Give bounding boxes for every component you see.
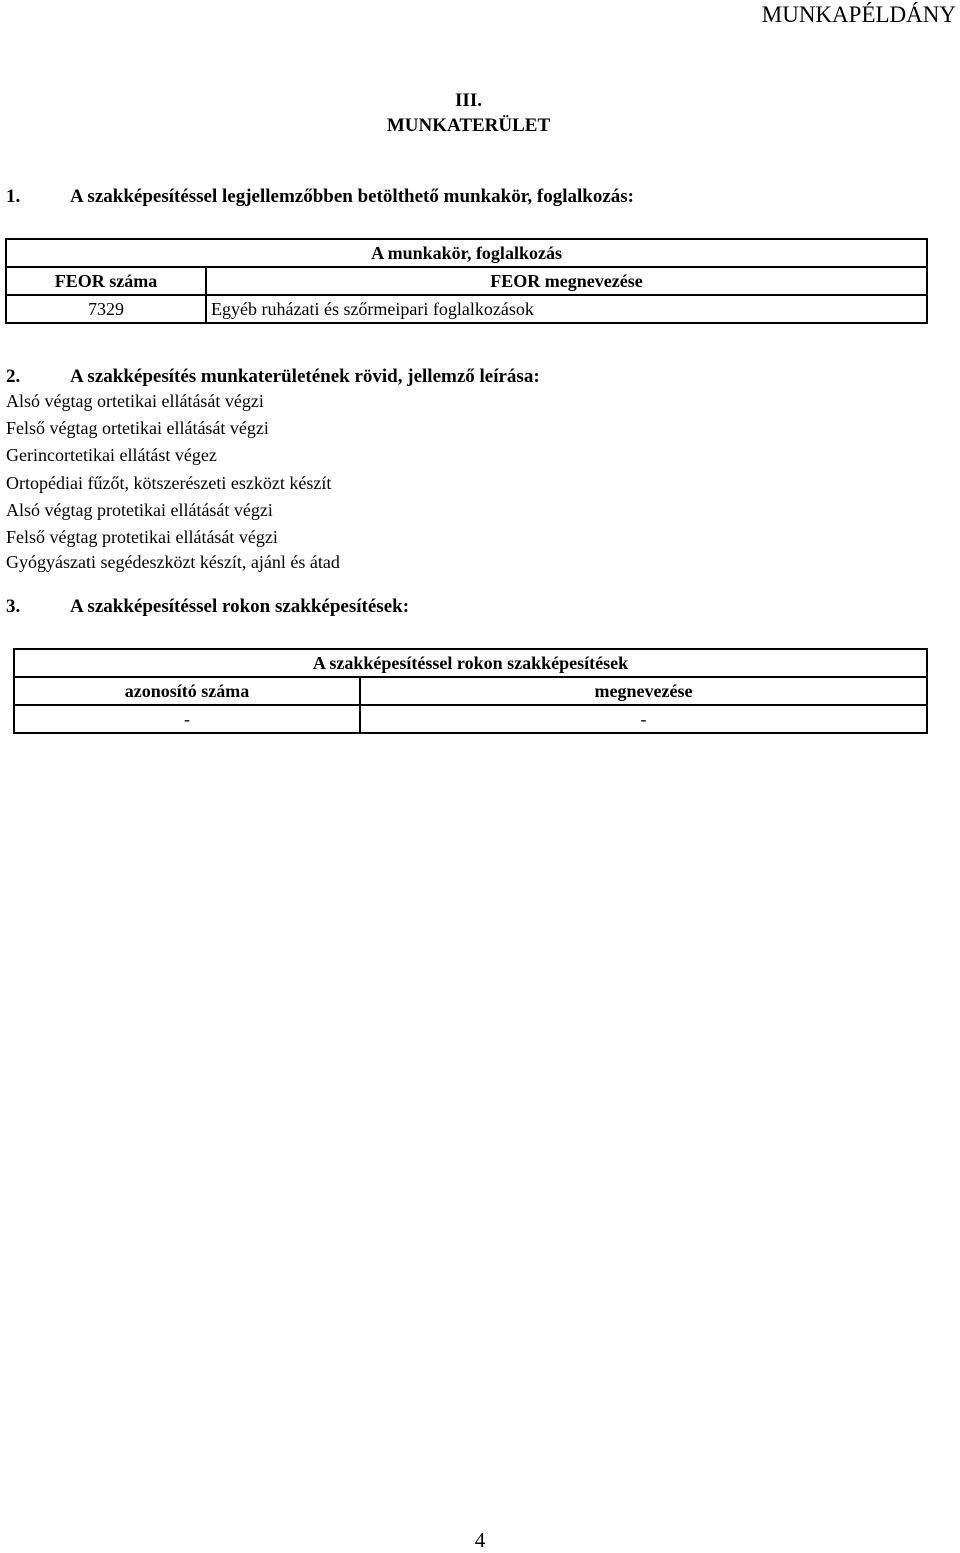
- section-1-heading: [6, 186, 634, 208]
- identifier-cell: -: [14, 705, 360, 733]
- chapter-number: III.: [455, 90, 482, 111]
- list-item: Ortopédiai fűzőt, kötszerészeti eszközt készít: [6, 473, 332, 493]
- list-item: Felső végtag protetikai ellátását végzi: [6, 527, 278, 547]
- related-qualifications-caption: A szakképesítéssel rokon szakképesítések: [14, 649, 927, 677]
- table-row: [14, 705, 927, 733]
- section-1-number: 1.: [6, 186, 21, 207]
- section-3-title: A szakképesítéssel rokon szakképesítések:: [70, 596, 410, 617]
- section-3-heading: [6, 596, 409, 618]
- list-item: Alsó végtag ortetikai ellátását végzi: [6, 391, 264, 411]
- list-item: Felső végtag ortetikai ellátását végzi: [6, 418, 269, 438]
- table-caption-row: [14, 649, 927, 677]
- column-header-feor-name: FEOR megnevezése: [206, 267, 927, 295]
- table-header-row: [14, 677, 927, 705]
- occupation-table: [5, 238, 928, 324]
- section-2-number: 2.: [6, 366, 21, 387]
- section-1-title: A szakképesítéssel legjellemzőbben betölthető munkakör, foglalkozás:: [70, 186, 635, 207]
- table-caption-row: [6, 239, 927, 267]
- feor-name-cell: Egyéb ruházati és szőrmeipari foglalkozások: [206, 295, 927, 323]
- list-item: Alsó végtag protetikai ellátását végzi: [6, 500, 273, 520]
- document-stamp-label: MUNKAPÉLDÁNY: [761, 2, 956, 27]
- chapter-title: MUNKATERÜLET: [386, 115, 551, 136]
- section-3-number: 3.: [6, 596, 21, 617]
- list-item: Gyógyászati segédeszközt készít, ajánl és átad: [6, 552, 340, 572]
- related-qualifications-table: [13, 648, 928, 734]
- column-header-feor-number: FEOR száma: [6, 267, 206, 295]
- table-header-row: [6, 267, 927, 295]
- list-item: Gerincortetikai ellátást végez: [6, 445, 217, 465]
- column-header-identifier: azonosító száma: [14, 677, 360, 705]
- section-2-title: A szakképesítés munkaterületének rövid, jellemző leírása:: [70, 366, 540, 387]
- table-row: [6, 295, 927, 323]
- feor-number-cell: 7329: [6, 295, 206, 323]
- name-cell: -: [360, 705, 927, 733]
- occupation-table-caption: A munkakör, foglalkozás: [6, 239, 927, 267]
- column-header-name: megnevezése: [360, 677, 927, 705]
- section-2-heading: [6, 366, 540, 388]
- page-number: 4: [474, 1528, 486, 1552]
